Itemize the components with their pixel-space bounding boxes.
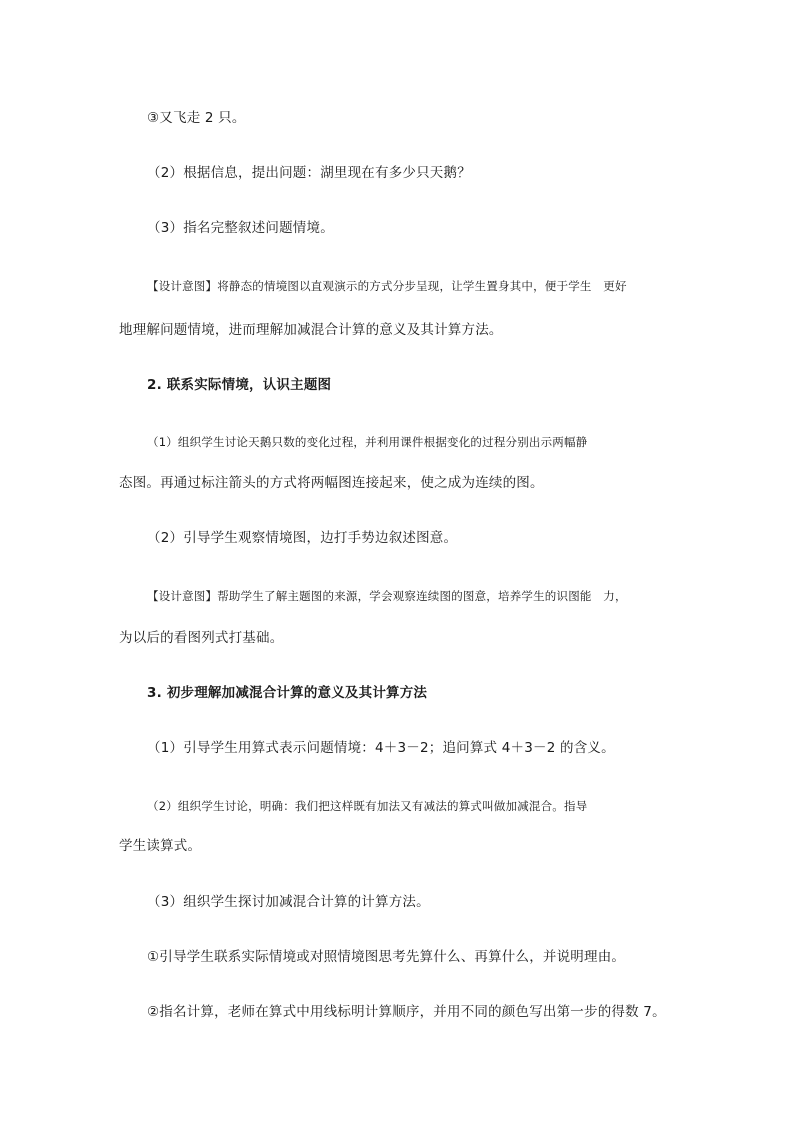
paragraph-expression: （1）引导学生用算式表示问题情境：4＋3－2；追问算式 4＋3－2 的含义。 — [147, 740, 615, 756]
design-intent-1-line-2: 地理解问题情境，进而理解加减混合计算的意义及其计算方法。 — [119, 322, 503, 338]
design-intent-2-line-1: 【设计意图】帮助学生了解主题图的来源，学会观察连续图的图意，培养学生的识图能 力， — [147, 589, 627, 603]
paragraph-narrate: （3）指名完整叙述问题情境。 — [147, 220, 334, 236]
paragraph-mixed-line-2: 学生读算式。 — [119, 838, 202, 854]
paragraph-discuss-line-1: （1）组织学生讨论天鹅只数的变化过程，并利用课件根据变化的过程分别出示两幅静 — [147, 435, 588, 449]
paragraph-discuss-line-2: 态图。再通过标注箭头的方式将两幅图连接起来，使之成为连续的图。 — [119, 475, 544, 491]
paragraph-observe: （2）引导学生观察情境图，边打手势边叙述图意。 — [147, 530, 458, 546]
paragraph-calc-order: ②指名计算，老师在算式中用线标明计算顺序，并用不同的颜色写出第一步的得数 7。 — [147, 1004, 666, 1020]
design-intent-2-line-2: 为以后的看图列式打基础。 — [119, 630, 284, 646]
paragraph-method: （3）组织学生探讨加减混合计算的计算方法。 — [147, 894, 430, 910]
section-heading-2: 2. 联系实际情境，认识主题图 — [147, 377, 332, 393]
design-intent-1-line-1: 【设计意图】将静态的情境图以直观演示的方式分步呈现，让学生置身其中，便于学生 更好 — [147, 279, 627, 293]
paragraph-step-3: ③又飞走 2 只。 — [147, 110, 246, 126]
paragraph-question: （2）根据信息，提出问题：湖里现在有多少只天鹅？ — [147, 165, 471, 181]
paragraph-mixed-line-1: （2）组织学生讨论，明确：我们把这样既有加法又有减法的算式叫做加减混合。指导 — [147, 799, 588, 813]
paragraph-reason: ①引导学生联系实际情境或对照情境图思考先算什么、再算什么，并说明理由。 — [147, 949, 626, 965]
section-heading-3: 3. 初步理解加减混合计算的意义及其计算方法 — [147, 685, 428, 701]
